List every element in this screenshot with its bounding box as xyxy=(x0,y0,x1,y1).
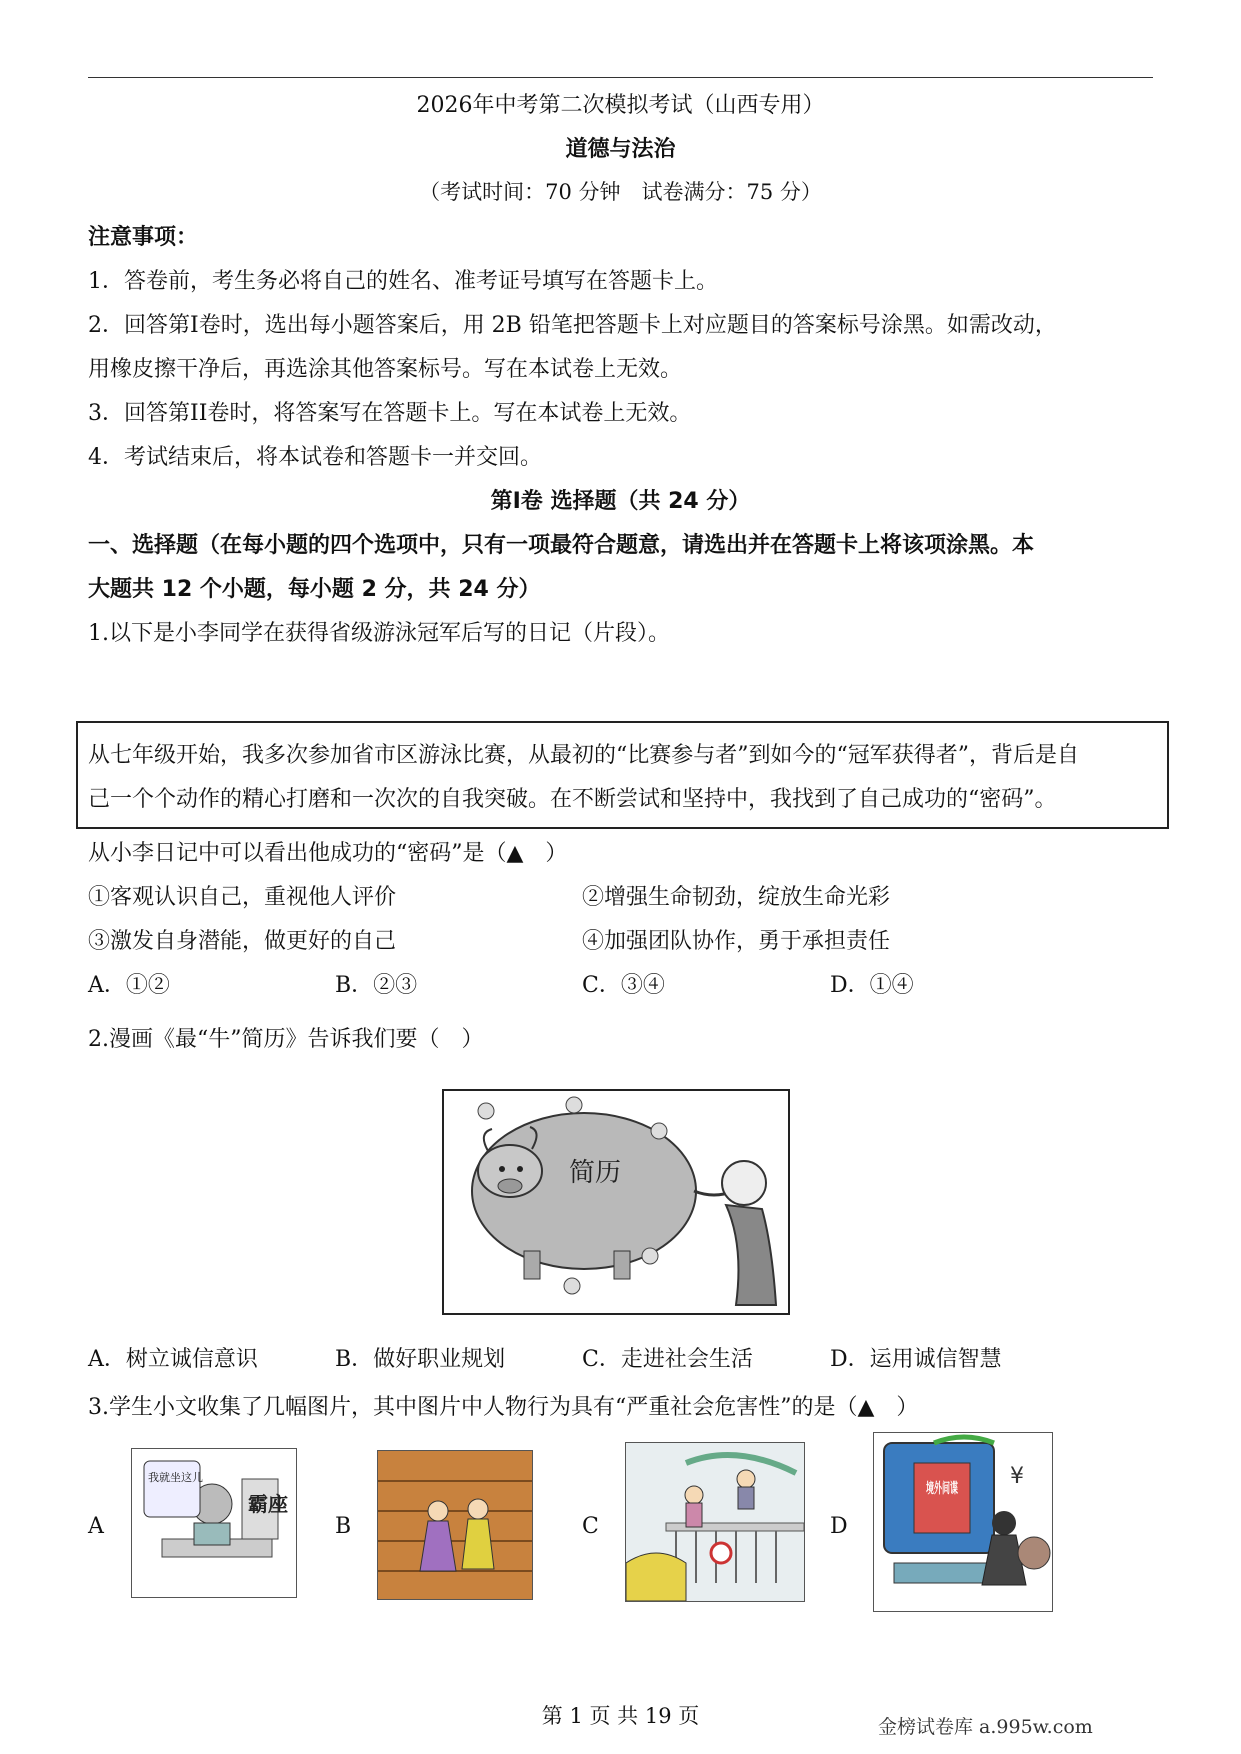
climbing-fence-image xyxy=(626,1443,804,1601)
foreign-spy-image xyxy=(874,1433,1052,1611)
top-rule xyxy=(88,77,1153,78)
q3-label-b[interactable]: B xyxy=(335,1514,352,1539)
q2-option-a[interactable]: A．树立诚信意识 xyxy=(88,1347,258,1372)
notice-heading: 注意事项： xyxy=(88,225,199,250)
q3-picture-c[interactable] xyxy=(625,1442,805,1602)
speech-bubble-text: 我就坐这儿 xyxy=(148,1471,203,1484)
q3-label-a[interactable]: A xyxy=(88,1514,104,1539)
cartoon-resume-text: 简历 xyxy=(569,1158,622,1188)
diary-line-2: 己一个个动作的精心打磨和一次次的自我突破。在不断尝试和坚持中，我找到了自己成功的“密码”。 xyxy=(88,787,1057,812)
q1-item-3: ③激发自身潜能，做更好的自己 xyxy=(88,929,397,954)
q1-item-2: ②增强生命韧劲，绽放生命光彩 xyxy=(582,885,891,910)
diary-line-1: 从七年级开始，我多次参加省市区游泳比赛，从最初的“比赛参与者”到如今的“冠军获得者”，背后是自 xyxy=(88,743,1079,768)
q3-picture-a[interactable] xyxy=(131,1448,297,1598)
q2-option-c[interactable]: C．走进社会生活 xyxy=(582,1347,753,1372)
q3-stem: 3.学生小文收集了几幅图片，其中图片中人物行为具有“严重社会危害性”的是（▲ ） xyxy=(88,1395,919,1420)
q1-option-d[interactable]: D．①④ xyxy=(830,973,914,998)
q1-item-4: ④加强团队协作，勇于承担责任 xyxy=(582,929,891,954)
page-number: 第 1 页 共 19 页 xyxy=(541,1704,700,1728)
q2-option-b[interactable]: B．做好职业规划 xyxy=(335,1347,506,1372)
notice-item-1: 1．答卷前，考生务必将自己的姓名、准考证号填写在答题卡上。 xyxy=(88,269,718,294)
q2-option-d[interactable]: D．运用诚信智慧 xyxy=(830,1347,1002,1372)
seat-sign-text: 霸座 xyxy=(248,1492,288,1516)
q2-stem: 2.漫画《最“牛”简历》告诉我们要（ ） xyxy=(88,1027,484,1052)
q3-label-c[interactable]: C xyxy=(582,1514,599,1539)
q1-option-c[interactable]: C．③④ xyxy=(582,973,665,998)
subject-title: 道德与法治 xyxy=(565,137,676,162)
notice-item-3: 3．回答第II卷时，将答案写在答题卡上。写在本试卷上无效。 xyxy=(88,401,692,426)
q3-picture-b[interactable] xyxy=(377,1450,533,1600)
yen-icon: ¥ xyxy=(1010,1464,1024,1489)
q3-picture-d[interactable] xyxy=(873,1432,1053,1612)
resume-cartoon xyxy=(442,1089,790,1315)
notice-item-2-cont: 用橡皮擦干净后，再选涂其他答案标号。写在本试卷上无效。 xyxy=(88,357,683,382)
inflated-resume-cow-image xyxy=(444,1091,788,1313)
q1-item-1: ①客观认识自己，重视他人评价 xyxy=(88,885,397,910)
notice-item-4: 4．考试结束后，将本试卷和答题卡一并交回。 xyxy=(88,445,542,470)
spy-sign-text: 境外间谍 xyxy=(926,1481,982,1497)
watermark: 金榜试卷库 a.995w.com xyxy=(878,1716,1093,1738)
q1-stem: 1.以下是小李同学在获得省级游泳冠军后写的日记（片段）。 xyxy=(88,621,670,646)
part1-title: 第I卷 选择题（共 24 分） xyxy=(490,489,751,514)
section-instruction-line1: 一、选择题（在每小题的四个选项中，只有一项最符合题意，请选出并在答题卡上将该项涂黑。本 xyxy=(88,533,1035,558)
q3-label-d[interactable]: D xyxy=(830,1514,848,1539)
notice-item-2: 2．回答第I卷时，选出每小题答案后，用 2B 铅笔把答题卡上对应题目的答案标号涂黑。如需改动， xyxy=(88,313,1057,338)
q1-option-a[interactable]: A．①② xyxy=(88,973,170,998)
q1-question: 从小李日记中可以看出他成功的“密码”是（▲ ） xyxy=(88,841,568,866)
seat-hogging-image xyxy=(132,1449,296,1597)
section-instruction-line2: 大题共 12 个小题，每小题 2 分，共 24 分） xyxy=(88,577,541,602)
q1-option-b[interactable]: B．②③ xyxy=(335,973,418,998)
exam-time-info: （考试时间：70 分钟 试卷满分：75 分） xyxy=(419,180,822,204)
wall-graffiti-image xyxy=(378,1451,532,1599)
exam-title: 2026年中考第二次模拟考试（山西专用） xyxy=(416,93,825,118)
